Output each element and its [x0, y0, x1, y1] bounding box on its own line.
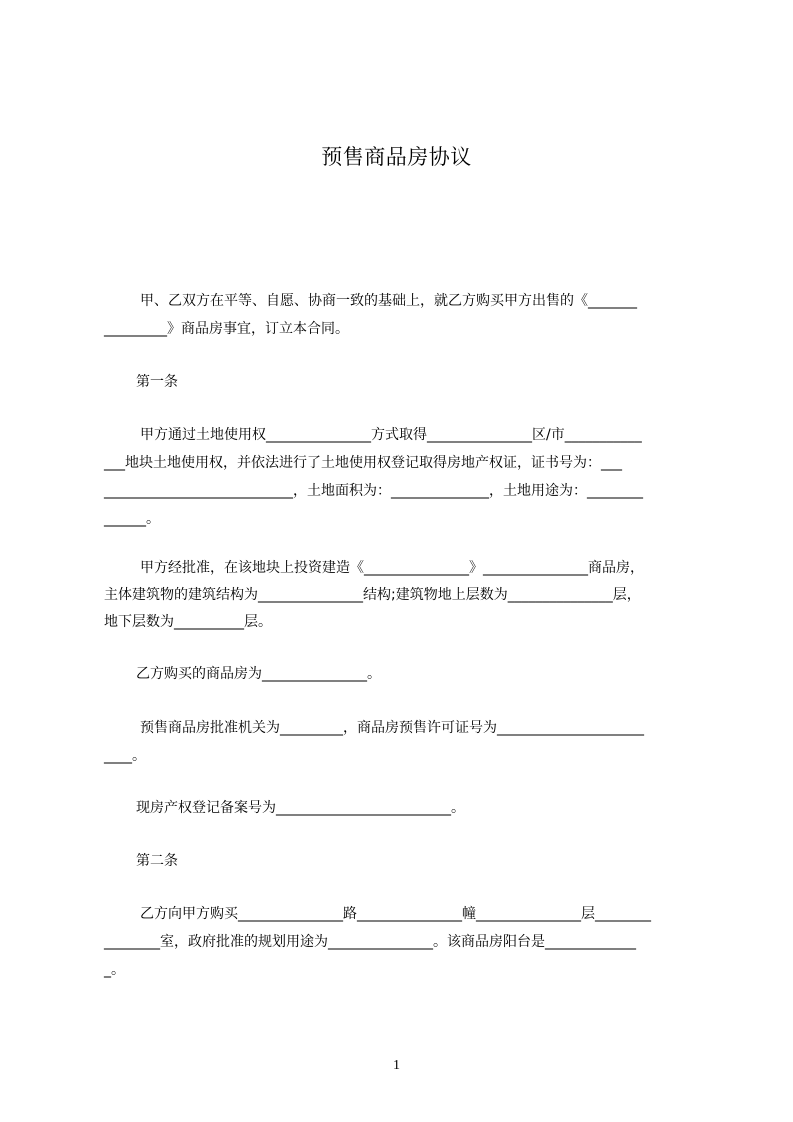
- article-1-para-2-line-3: 地下层数为__________层。: [104, 614, 272, 630]
- article-1-para-1-line-2: ___地块土地使用权，并依法进行了土地使用权登记取得房地产权证，证书号为：___: [104, 455, 622, 471]
- article-2-para-1-line-3: _。: [104, 962, 125, 978]
- article-1-para-2-line-2: 主体建筑物的建筑结构为_______________结构;建筑物地上层数为_______________层，: [104, 587, 641, 603]
- article-1-para-1-line-1: 甲方通过土地使用权_______________方式取得_______________区/市___________: [140, 427, 642, 443]
- article-2-heading: 第二条: [136, 853, 178, 869]
- article-1-heading: 第一条: [136, 374, 178, 390]
- article-2-para-1-line-2: ________室，政府批准的规划用途为_______________。该商品房阳台是_____________: [104, 934, 636, 950]
- article-1-para-1-line-3: ___________________________，土地面积为：______________，土地用途为：________: [104, 483, 643, 499]
- article-2-para-1-line-1: 乙方向甲方购买_______________路_______________幢_______________层________: [140, 906, 651, 922]
- article-1-para-1-line-4: ______。: [104, 511, 160, 527]
- article-1-para-3: 乙方购买的商品房为_______________。: [136, 666, 381, 682]
- article-1-para-4-line-1: 预售商品房批准机关为_________，商品房预售许可证号为_____________________: [140, 720, 644, 736]
- paragraph-intro-line-1: 甲、乙双方在平等、自愿、协商一致的基础上，就乙方购买甲方出售的《_______: [140, 293, 637, 309]
- article-1-para-4-line-2: ____。: [104, 748, 146, 764]
- article-1-para-2-line-1: 甲方经批准，在该地块上投资建造《_______________》_______________商品房，: [140, 560, 644, 576]
- page-number: 1: [393, 1058, 400, 1073]
- paragraph-intro-line-2: _________》商品房事宜，订立本合同。: [104, 321, 349, 337]
- document-title: 预售商品房协议: [321, 145, 472, 169]
- article-1-para-5: 现房产权登记备案号为_________________________。: [136, 800, 465, 816]
